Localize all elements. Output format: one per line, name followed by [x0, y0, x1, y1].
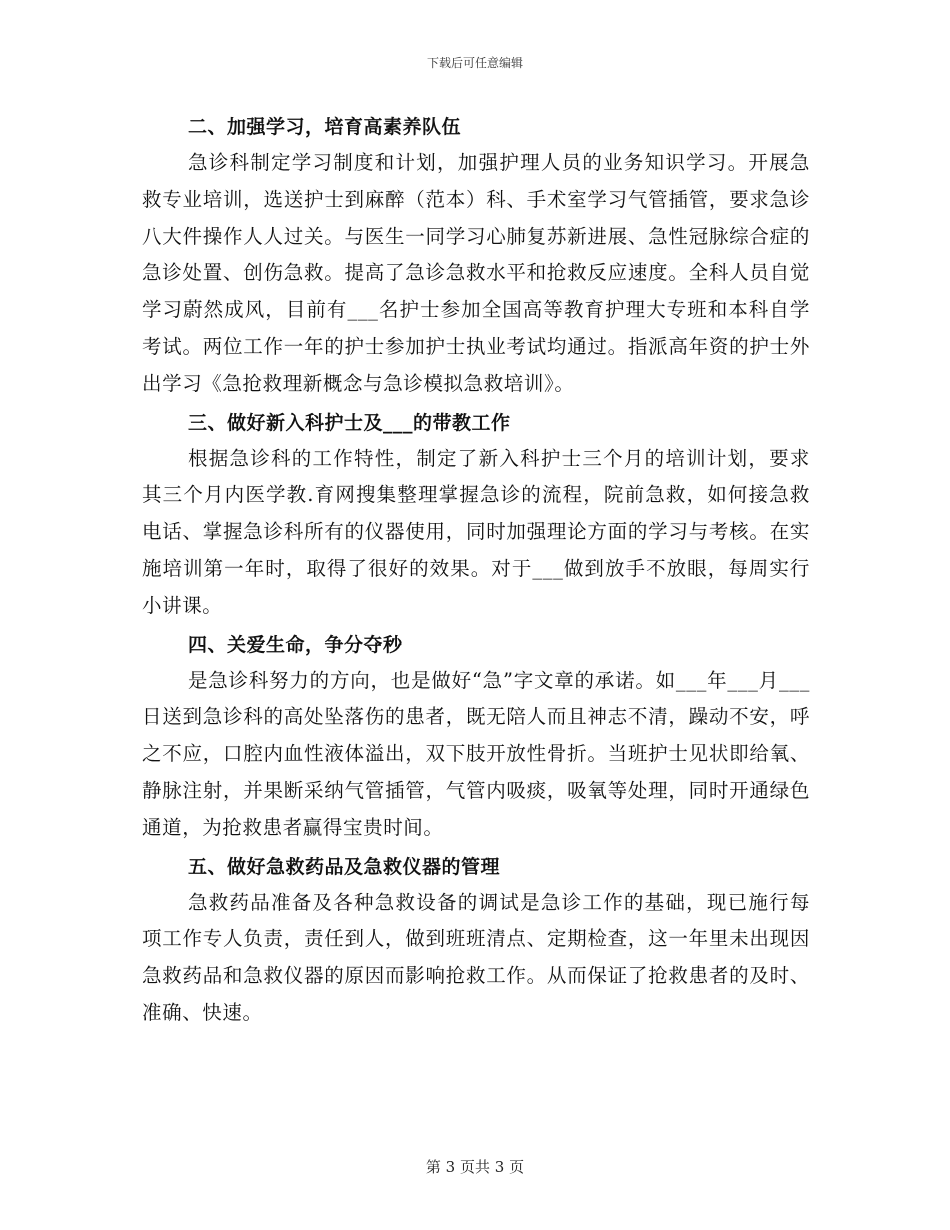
section-study — [142, 109, 810, 403]
section-management — [142, 849, 810, 1032]
page-number: 第 3 页共 3 页 — [425, 1158, 525, 1176]
section-training — [142, 405, 810, 625]
section-paragraph: 根据急诊科的工作特性，制定了新入科护士三个月的培训计划，要求其三个月内医学教.育网搜集整理掌握急诊的流程，院前急救，如何接急救电话、掌握急诊科所有的仪器使用，同时加强理论方面的学习与考核。在实施培训第一年时，取得了很好的效果。对于___做到放手不放眼，每周实行小讲课。 — [142, 446, 810, 617]
section-heading: 四、关爱生命，争分夺秒 — [188, 633, 403, 656]
section-paragraph: 急诊科制定学习制度和计划，加强护理人员的业务知识学习。开展急救专业培训，选送护士到麻醉（范本）科、手术室学习气管插管，要求急诊八大件操作人人过关。与医生一同学习心肺复苏新进展、急性冠脉综合症的急诊处置、创伤急救。提高了急诊急救水平和抢救反应速度。全科人员自觉学习蔚然成风，目前有___名护士参加全国高等教育护理大专班和本科自学考试。两位工作一年的护士参加护士执业考试均通过。指派高年资的护士外出学习《急抢救理新概念与急诊模拟急救培训》。 — [142, 151, 810, 395]
section-paragraph: 急救药品准备及各种急救设备的调试是急诊工作的基础，现已施行每项工作专人负责，责任到人，做到班班清点、定期检查，这一年里未出现因急救药品和急救仪器的原因而影响抢救工作。从而保证了抢救患者的及时、准确、快速。 — [142, 890, 810, 1024]
document-body — [142, 109, 810, 1034]
section-heading: 五、做好急救药品及急救仪器的管理 — [188, 855, 501, 878]
page-header: 下载后可任意编辑 — [426, 56, 523, 70]
section-paragraph: 是急诊科努力的方向，也是做好“急”字文章的承诺。如___年___月___日送到急诊科的高处坠落伤的患者，既无陪人而且神志不清，躁动不安，呼之不应，口腔内血性液体溢出，双下肢开放性骨折。当班护士见状即给氧、静脉注射，并果断采纳气管插管，气管内吸痰，吸氧等处理，同时开通绿色通道，为抢救患者赢得宝贵时间。 — [142, 668, 810, 839]
section-heading: 三、做好新入科护士及___的带教工作 — [188, 411, 511, 434]
section-heading: 二、加强学习，培育高素养队伍 — [188, 116, 462, 138]
section-life — [142, 627, 810, 847]
